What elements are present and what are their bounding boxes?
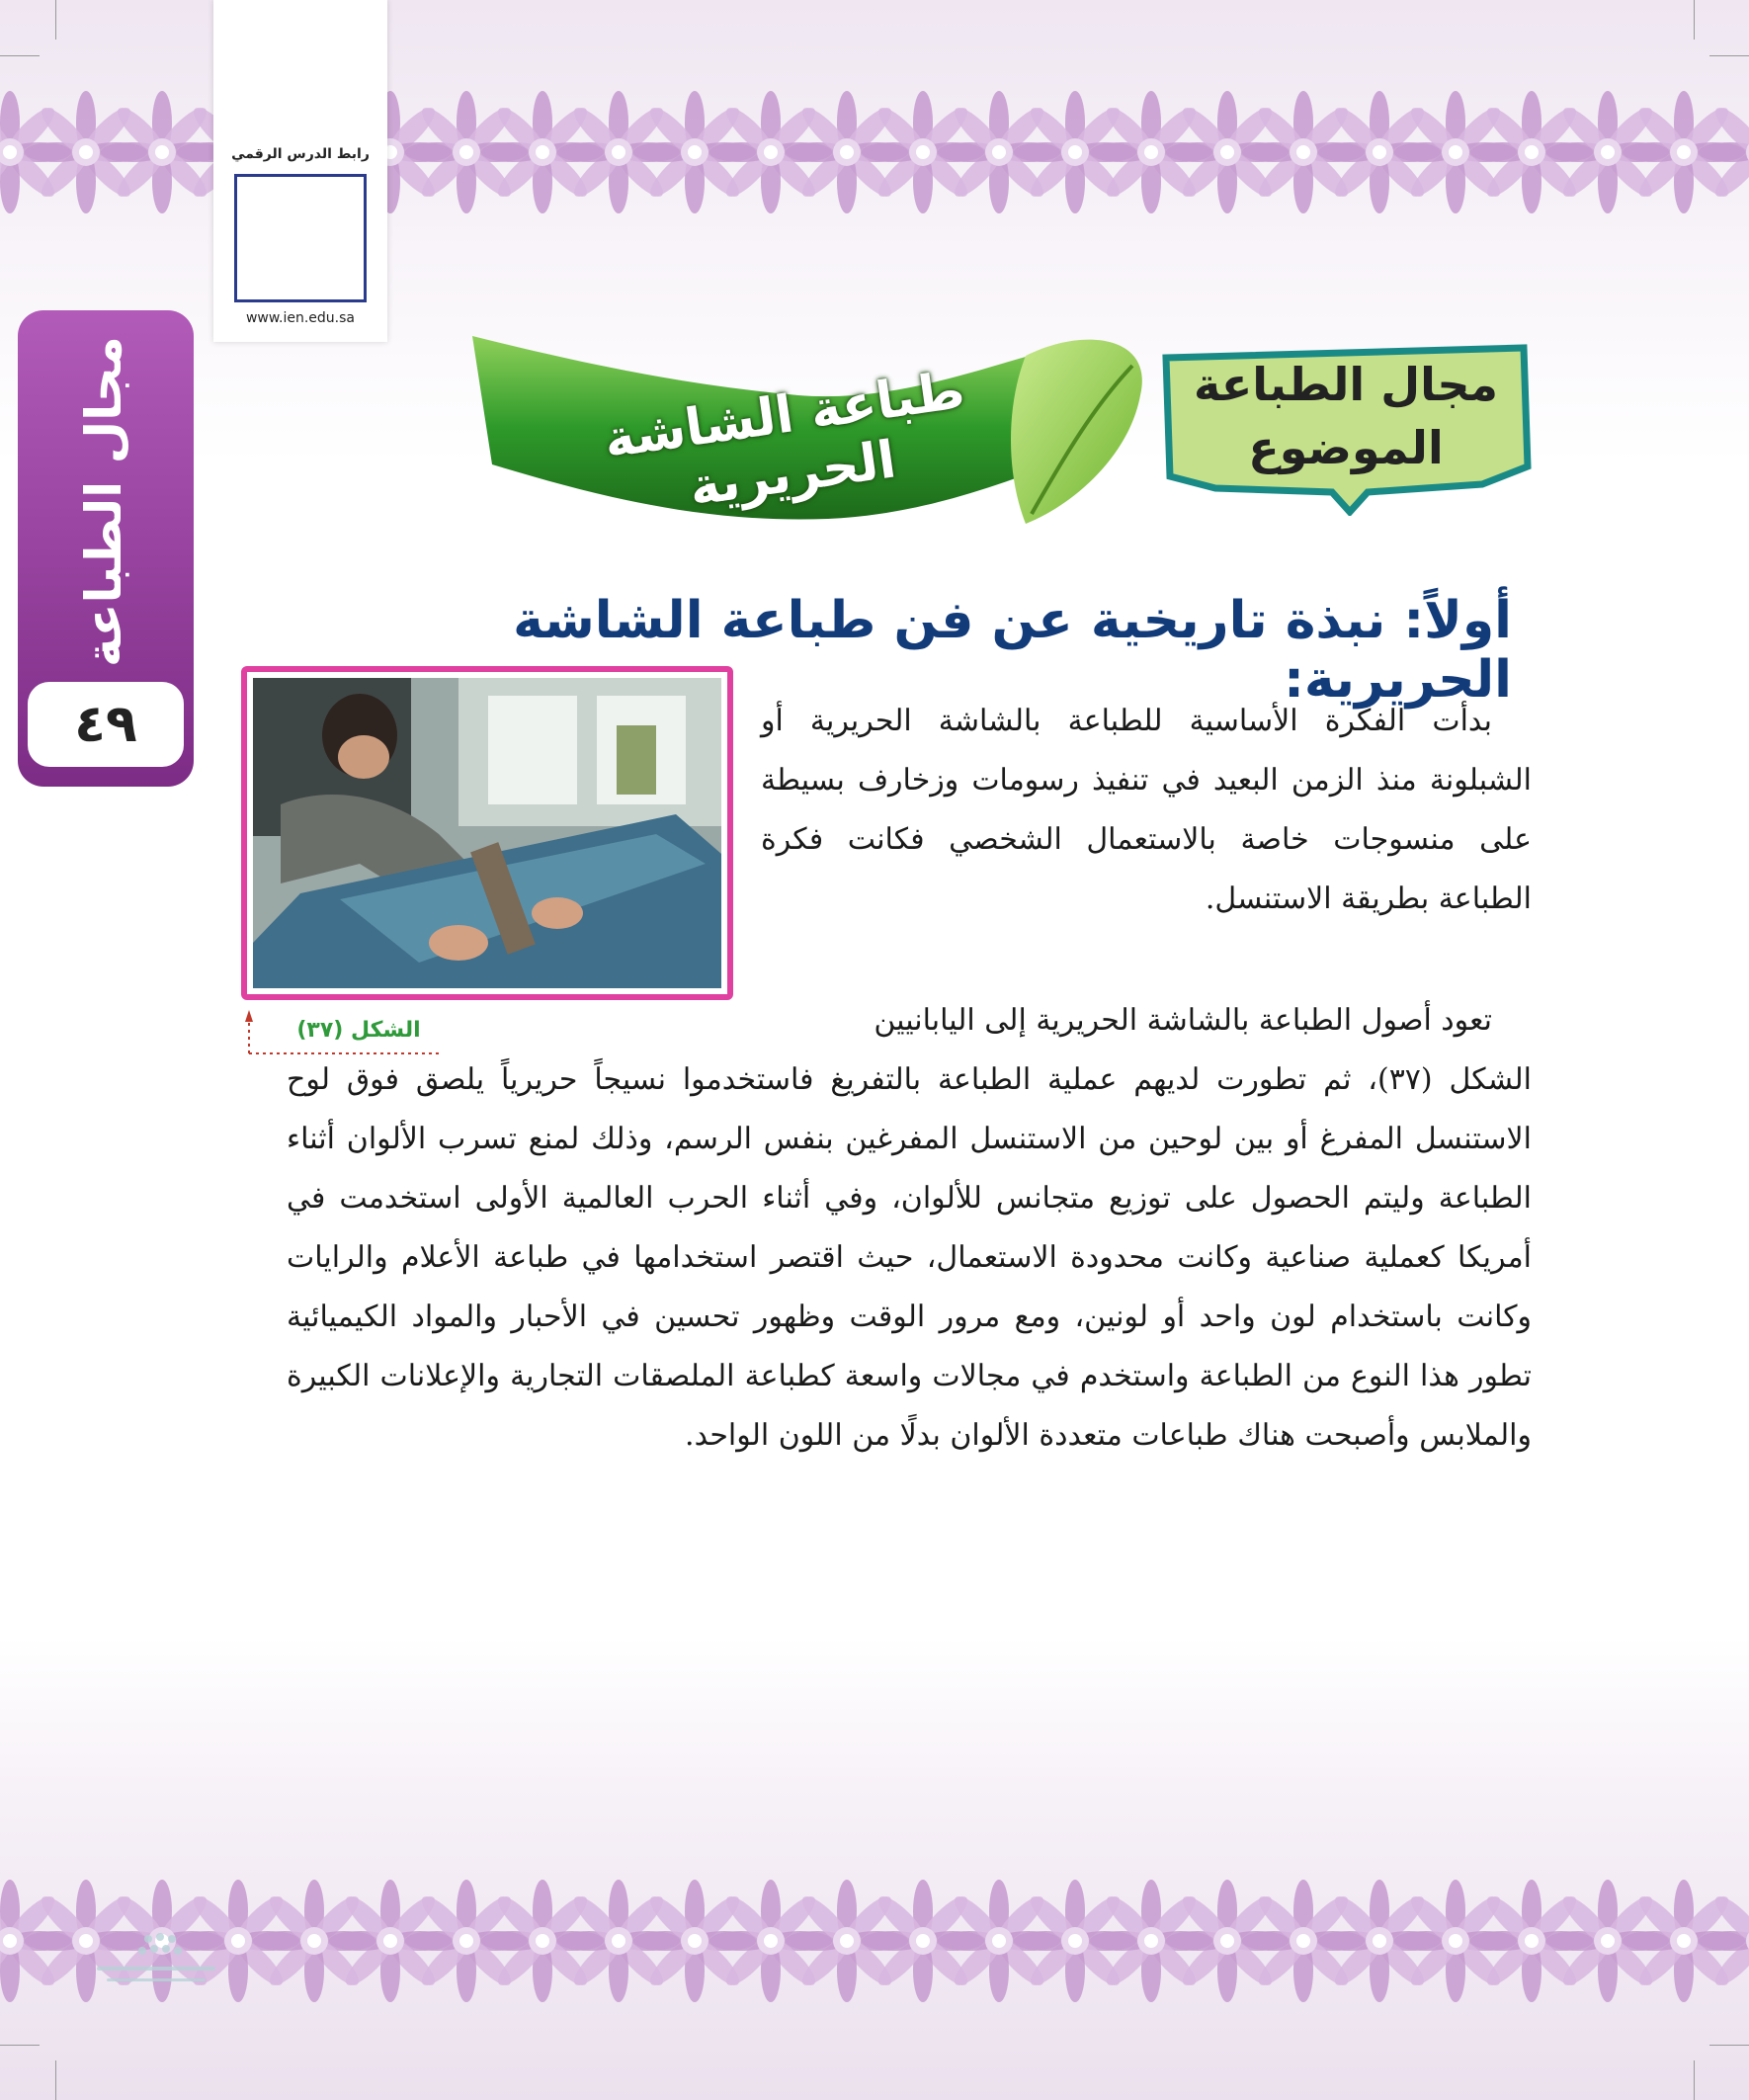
topic-field-label: مجال الطباعة (1193, 358, 1499, 411)
crop-mark (0, 2045, 40, 2046)
digital-lesson-card[interactable] (213, 0, 387, 342)
paragraph-2-body: الشكل (٣٧)، ثم تطورت لديهم عملية الطباعة بالتفريغ فاستخدموا نسيجاً حريرياً يلصق فوق لوح الاستنسل المفرغ أو بين لوحين من الاستنسل المفرغين بنفس الرسم، وذلك لمنع تسرب الألوان أثناء الطباعة وليتم الحصول على توزيع متجانس للألوان، وفي أثناء الحرب العالمية الأولى استخدمت في أمريكا كعملية صناعية وكانت محدودة الاستعمال، حيث اقتصر استخدامها في طباعة الأعلام والرايات وكانت باستخدام لون واحد أو لونين، ومع مرور الوقت وظهور تحسين في الأحبار والمواد الكيميائية تطور هذا النوع من الطباعة واستخدم في مجالات واسعة كطباعة الملصقات التجارية والإعلانات الكبيرة والملابس وأصبحت هناك طباعات متعددة الألوان بدلًا من اللون الواحد. (287, 1062, 1532, 1453)
bottom-flower-border (0, 1868, 1749, 2016)
figure-37-photo (241, 666, 733, 1000)
crop-mark (55, 0, 56, 40)
paragraph-2-first-line (761, 991, 1532, 1050)
crop-mark (0, 55, 40, 56)
ministry-logo-icon (87, 1929, 235, 1998)
digital-lesson-url[interactable]: www.ien.edu.sa (245, 310, 356, 326)
section-heading: أولاً: نبذة تاريخية عن فن طباعة الشاشة الحريرية: (513, 591, 1512, 710)
paragraph-2-start-text: تعود أصول الطباعة بالشاشة الحريرية إلى اليابانيين (874, 1003, 1492, 1038)
crop-mark (1709, 55, 1749, 56)
figure-caption: الشكل (٣٧) (296, 1018, 421, 1043)
paragraph-1-text: بدأت الفكرة الأساسية للطباعة بالشاشة الحريرية أو الشبلونة منذ الزمن البعيد في تنفيذ رسومات وزخارف بسيطة على منسوجات خاصة بالاستعمال الشخصي فكانت فكرة الطباعة بطريقة الاستنسل. (761, 704, 1532, 916)
flower-ornament (1699, 91, 1749, 213)
crop-mark (55, 2060, 56, 2100)
crop-mark (1694, 0, 1695, 40)
paragraph-1 (761, 692, 1532, 929)
topic-box-shape (1156, 318, 1536, 516)
qr-code-frame[interactable] (234, 174, 367, 302)
crop-mark (1694, 2060, 1695, 2100)
flower-ornament (1699, 1880, 1749, 2002)
flower-pattern (0, 1868, 1749, 2016)
title-banner (472, 326, 1144, 553)
crop-mark (1709, 2045, 1749, 2046)
silkscreen-printing-photo (241, 666, 733, 1000)
digital-lesson-label: رابط الدرس الرقمي (231, 146, 370, 162)
lesson-title: طباعة الشاشة الحريرية (600, 361, 968, 519)
topic-box (1156, 318, 1536, 516)
topic-label: الموضوع (1248, 421, 1444, 474)
chapter-title: مجال الطباعة (75, 336, 132, 668)
page-number: ٤٩ (28, 682, 184, 767)
